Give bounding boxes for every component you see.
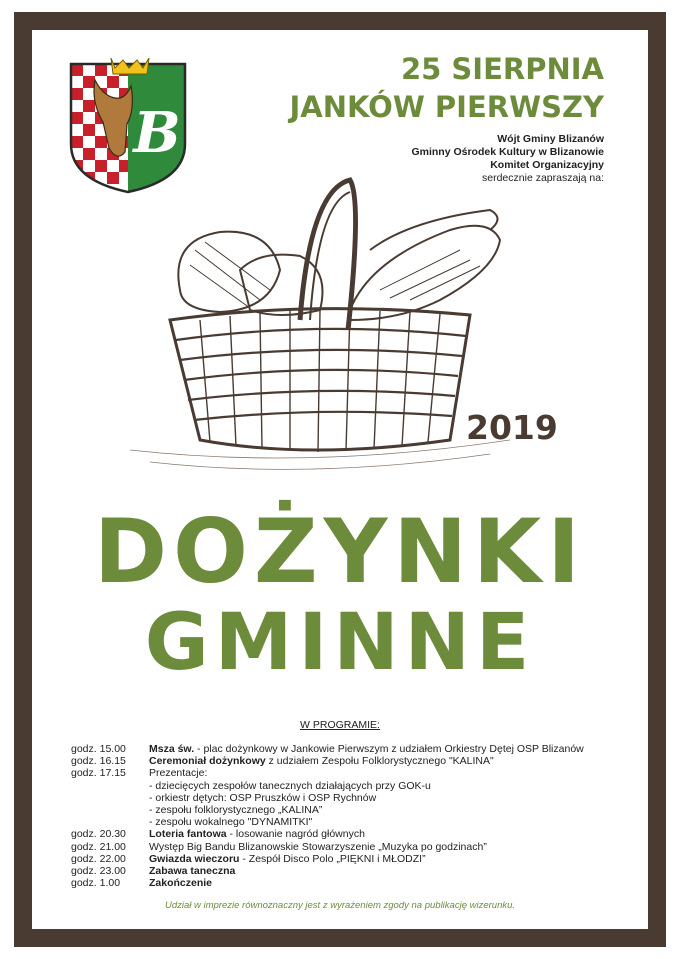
organizer-1: Wójt Gminy Blizanów: [497, 133, 604, 145]
program-time: godz. 21.00: [71, 840, 126, 853]
program-time: [71, 804, 149, 816]
program-time: godz. 22.00: [71, 852, 126, 865]
program-event-bold: Ceremoniał dożynkowy: [149, 755, 266, 768]
program-time: godz. 15.00: [71, 743, 126, 755]
program-heading: W PROGRAMIE:: [300, 719, 380, 731]
program-row: [71, 792, 584, 804]
program-row: [71, 767, 584, 779]
program-event-bold: Zakończenie: [149, 877, 213, 890]
program-event-text: - orkiestr dętych: OSP Pruszków i OSP Rychnów: [149, 791, 377, 804]
program-row: [71, 780, 584, 792]
program-event-bold: Loteria fantowa: [149, 828, 227, 841]
main-title-line-1: DOŻYNKI: [94, 500, 586, 603]
event-date-place: [290, 50, 605, 126]
organizer-2: Gminny Ośrodek Kultury w Blizanowie: [411, 146, 604, 158]
event-date: 25 SIERPNIA: [400, 52, 604, 86]
program-list: [71, 743, 584, 889]
program-event-bold: Msza św.: [149, 743, 195, 755]
program-time: [71, 780, 149, 792]
program-event-text: - losowanie nagród głównych: [226, 828, 365, 841]
program-time: [71, 792, 149, 804]
program-time: [71, 816, 149, 828]
program-time: godz. 16.15: [71, 755, 126, 768]
program-row: [71, 841, 584, 853]
event-place: JANKÓW PIERWSZY: [289, 90, 604, 124]
main-title-line-2: GMINNE: [144, 598, 536, 688]
program-row: [71, 804, 584, 816]
image-consent-note: Udział w imprezie równoznaczny jest z wyrażeniem zgody na publikację wizerunku.: [164, 900, 516, 911]
program-event-text: - Zespół Disco Polo „PIĘKNI i MŁODZI”: [239, 852, 426, 865]
program-event-text: Prezentacje:: [149, 767, 208, 780]
program-event-text: - zespołu wokalnego "DYNAMITKI": [149, 816, 313, 829]
program-row: [71, 755, 584, 767]
program-time: godz. 23.00: [71, 865, 126, 878]
program-time: godz. 17.15: [71, 767, 126, 780]
program-event-text: z udziałem Zespołu Folklorystycznego "KALINA": [265, 755, 494, 768]
program-event-bold: Gwiazda wieczoru: [149, 852, 240, 865]
program-row: [71, 877, 584, 889]
program-time: godz. 1.00: [71, 877, 121, 890]
event-year: 2019: [466, 408, 558, 447]
program-event-text: - dziecięcych zespołów tanecznych działających przy GOK-u: [149, 779, 431, 792]
program-time: godz. 20.30: [71, 828, 126, 841]
program-event-bold: Zabawa taneczna: [149, 865, 236, 878]
program-row: [71, 816, 584, 828]
svg-text:B: B: [133, 100, 181, 166]
program-event-text: - zespołu folklorystycznego „KALINA”: [149, 804, 323, 817]
program-row: [71, 853, 584, 865]
organizer-3: Komitet Organizacyjny: [490, 159, 604, 171]
invitation-text: serdecznie zapraszają na:: [482, 172, 604, 184]
program-event-text: - plac dożynkowy w Jankowie Pierwszym z udziałem Orkiestry Dętej OSP Blizanów: [194, 743, 584, 755]
program-row: [71, 865, 584, 877]
program-event-text: Występ Big Bandu Blizanowskie Stowarzyszenie „Muzyka po godzinach”: [149, 840, 487, 853]
program-row: [71, 828, 584, 840]
program-row: [71, 743, 584, 755]
